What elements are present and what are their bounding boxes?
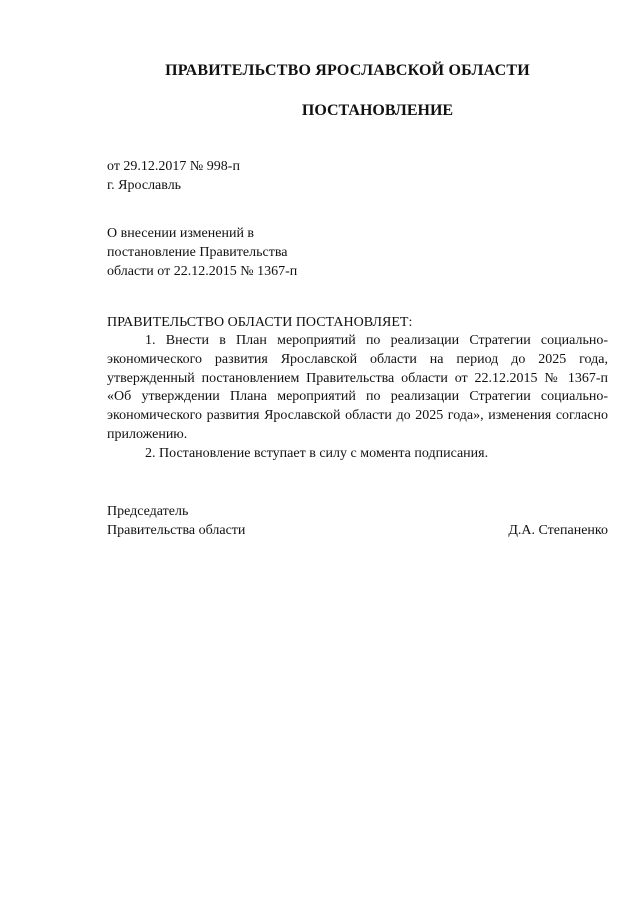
paragraph-2: 2. Постановление вступает в силу с момента подписания. (145, 445, 489, 461)
authority-title: ПРАВИТЕЛЬСТВО ЯРОСЛАВСКОЙ ОБЛАСТИ (165, 62, 530, 79)
subject-line: постановление Правительства (107, 245, 288, 260)
document-body (107, 332, 608, 464)
date-number: от 29.12.2017 № 998-п (107, 159, 240, 174)
signer-name: Д.А. Степаненко (508, 523, 608, 538)
document-meta (107, 157, 240, 195)
document-subject (107, 224, 297, 281)
subject-line: О внесении изменений в (107, 226, 255, 241)
subject-line: области от 22.12.2015 № 1367-п (107, 264, 298, 279)
city: г. Ярославль (107, 178, 182, 193)
signer-position-line1: Председатель (107, 504, 189, 519)
signer-position-line2: Правительства области (107, 523, 246, 538)
paragraph-1: 1. Внести в План мероприятий по реализации Стратегии социально-экономического развития Ярославской области на период до 2025 года, утвержденный постановлением Правительства области от 22.12.2015 № 1367-п «Об утверждении Плана мероприятий по реализации Стратегии социально-экономического развития Ярославской области до 2025 года», изменения согласно приложению. (107, 333, 608, 442)
signature-row (107, 521, 608, 540)
resolves-heading: ПРАВИТЕЛЬСТВО ОБЛАСТИ ПОСТАНОВЛЯЕТ: (107, 315, 413, 330)
document-type: ПОСТАНОВЛЕНИЕ (301, 102, 454, 119)
signature-block (107, 502, 608, 540)
